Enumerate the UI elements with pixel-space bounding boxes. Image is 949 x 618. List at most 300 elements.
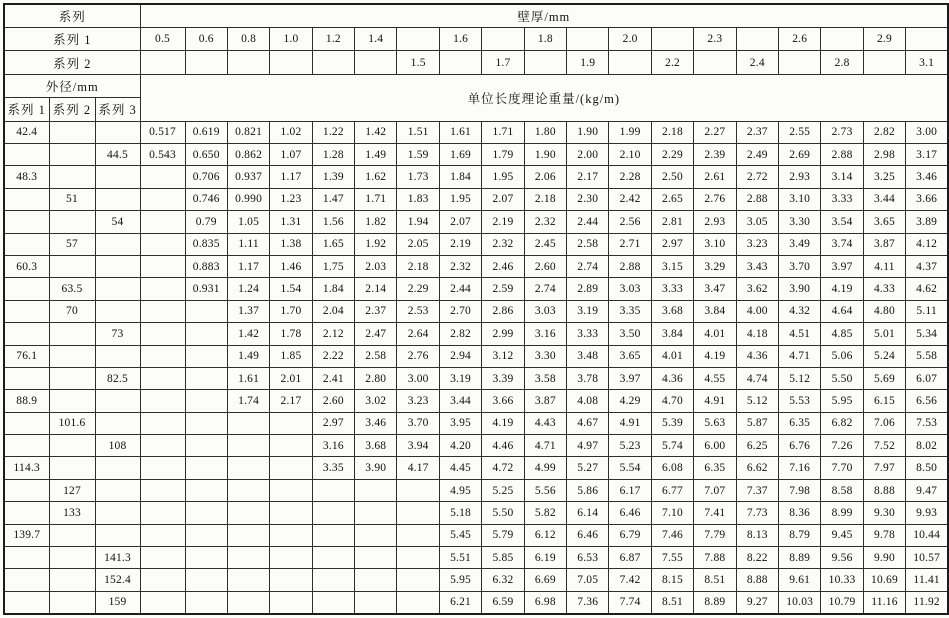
weight-cell: 1.42 bbox=[227, 323, 269, 345]
weight-cell: 11.16 bbox=[863, 591, 905, 614]
weight-cell: 1.71 bbox=[355, 188, 397, 210]
table-row bbox=[4, 591, 948, 614]
weight-cell bbox=[140, 166, 185, 188]
weight-cell: 2.56 bbox=[609, 211, 651, 233]
weight-cell: 4.45 bbox=[439, 457, 481, 479]
weight-cell: 4.11 bbox=[863, 255, 905, 277]
weight-cell bbox=[185, 547, 227, 569]
weight-cell: 2.47 bbox=[355, 323, 397, 345]
weight-cell: 2.86 bbox=[482, 300, 524, 322]
weight-cell: 2.94 bbox=[439, 345, 481, 367]
weight-cell bbox=[227, 479, 269, 501]
weight-cell: 8.89 bbox=[694, 591, 736, 614]
weight-cell: 4.20 bbox=[439, 435, 481, 457]
weight-cell: 1.82 bbox=[355, 211, 397, 233]
weight-cell: 0.517 bbox=[140, 121, 185, 143]
outer-diameter-cell bbox=[4, 412, 49, 434]
weight-cell bbox=[270, 502, 312, 524]
outer-diameter-cell bbox=[49, 345, 95, 367]
outer-diameter-cell bbox=[95, 479, 140, 501]
weight-cell: 6.62 bbox=[736, 457, 778, 479]
outer-diameter-cell bbox=[4, 479, 49, 501]
weight-cell: 1.31 bbox=[270, 211, 312, 233]
weight-cell: 7.42 bbox=[609, 569, 651, 591]
weight-cell: 7.73 bbox=[736, 502, 778, 524]
weight-cell: 6.07 bbox=[906, 367, 948, 389]
weight-cell: 2.18 bbox=[397, 255, 439, 277]
weight-cell: 7.55 bbox=[651, 547, 693, 569]
series2-thickness-cell: 2.2 bbox=[651, 51, 693, 74]
weight-cell bbox=[140, 323, 185, 345]
weight-cell: 2.01 bbox=[270, 367, 312, 389]
table-row bbox=[4, 121, 948, 143]
weight-cell: 2.76 bbox=[694, 188, 736, 210]
weight-cell: 3.14 bbox=[821, 166, 863, 188]
weight-cell: 1.49 bbox=[227, 345, 269, 367]
weight-cell: 6.35 bbox=[778, 412, 820, 434]
outer-diameter-cell: 152.4 bbox=[95, 569, 140, 591]
outer-diameter-cell bbox=[49, 591, 95, 614]
weight-cell: 0.746 bbox=[185, 188, 227, 210]
weight-cell: 4.46 bbox=[482, 435, 524, 457]
series1-thickness-cell bbox=[397, 27, 439, 50]
table-row bbox=[4, 569, 948, 591]
weight-cell: 4.32 bbox=[778, 300, 820, 322]
weight-cell: 6.32 bbox=[482, 569, 524, 591]
weight-cell bbox=[355, 502, 397, 524]
outer-diameter-cell bbox=[4, 188, 49, 210]
weight-cell: 2.81 bbox=[651, 211, 693, 233]
weight-cell: 8.51 bbox=[694, 569, 736, 591]
weight-cell: 2.29 bbox=[651, 144, 693, 166]
weight-cell bbox=[185, 591, 227, 614]
weight-cell: 3.30 bbox=[778, 211, 820, 233]
weight-cell: 5.34 bbox=[906, 323, 948, 345]
weight-cell bbox=[140, 188, 185, 210]
weight-cell: 7.97 bbox=[863, 457, 905, 479]
table-row bbox=[4, 300, 948, 322]
weight-cell bbox=[397, 547, 439, 569]
table-row bbox=[4, 502, 948, 524]
weight-cell: 1.92 bbox=[355, 233, 397, 255]
weight-cell: 2.55 bbox=[778, 121, 820, 143]
weight-cell: 6.59 bbox=[482, 591, 524, 614]
weight-cell: 2.89 bbox=[567, 278, 609, 300]
outer-diameter-cell bbox=[95, 300, 140, 322]
weight-cell: 2.45 bbox=[524, 233, 566, 255]
weight-cell: 1.56 bbox=[312, 211, 354, 233]
weight-cell: 5.25 bbox=[482, 479, 524, 501]
outer-diameter-cell: 48.3 bbox=[4, 166, 49, 188]
weight-cell: 8.79 bbox=[778, 524, 820, 546]
weight-cell: 3.33 bbox=[821, 188, 863, 210]
weight-cell bbox=[355, 591, 397, 614]
weight-cell: 4.19 bbox=[694, 345, 736, 367]
weight-cell: 5.27 bbox=[567, 457, 609, 479]
weight-cell: 3.05 bbox=[736, 211, 778, 233]
weight-cell bbox=[227, 547, 269, 569]
outer-diameter-cell bbox=[49, 524, 95, 546]
series1-thickness-cell: 0.8 bbox=[227, 27, 269, 50]
series1-thickness-cell bbox=[482, 27, 524, 50]
weight-cell bbox=[227, 412, 269, 434]
outer-diameter-cell bbox=[49, 547, 95, 569]
weight-cell: 0.706 bbox=[185, 166, 227, 188]
series1-row-label: 系列 1 bbox=[4, 27, 140, 50]
weight-cell: 1.05 bbox=[227, 211, 269, 233]
weight-cell: 2.61 bbox=[694, 166, 736, 188]
weight-cell: 1.42 bbox=[355, 121, 397, 143]
weight-cell: 3.16 bbox=[524, 323, 566, 345]
weight-cell: 7.16 bbox=[778, 457, 820, 479]
weight-cell: 0.619 bbox=[185, 121, 227, 143]
weight-cell bbox=[140, 300, 185, 322]
weight-cell: 6.87 bbox=[609, 547, 651, 569]
weight-cell bbox=[140, 457, 185, 479]
weight-cell bbox=[397, 502, 439, 524]
weight-cell: 3.30 bbox=[524, 345, 566, 367]
weight-cell: 2.58 bbox=[355, 345, 397, 367]
outer-diameter-cell: 141.3 bbox=[95, 547, 140, 569]
weight-cell: 3.66 bbox=[482, 390, 524, 412]
series1-thickness-cell bbox=[821, 27, 863, 50]
weight-cell: 1.23 bbox=[270, 188, 312, 210]
outer-diameter-cell bbox=[49, 390, 95, 412]
weight-cell bbox=[270, 547, 312, 569]
outer-diameter-cell bbox=[49, 323, 95, 345]
weight-cell: 3.44 bbox=[863, 188, 905, 210]
series2-thickness-cell bbox=[355, 51, 397, 74]
table-row bbox=[4, 188, 948, 210]
weight-cell: 1.70 bbox=[270, 300, 312, 322]
table-row bbox=[4, 524, 948, 546]
weight-cell: 3.29 bbox=[694, 255, 736, 277]
weight-cell: 4.29 bbox=[609, 390, 651, 412]
series1-thickness-cell: 2.0 bbox=[609, 27, 651, 50]
weight-cell: 5.50 bbox=[482, 502, 524, 524]
weight-cell: 2.88 bbox=[821, 144, 863, 166]
outer-diameter-cell: 51 bbox=[49, 188, 95, 210]
weight-cell bbox=[185, 569, 227, 591]
weight-cell: 4.43 bbox=[524, 412, 566, 434]
weight-cell: 5.54 bbox=[609, 457, 651, 479]
outer-diameter-cell: 70 bbox=[49, 300, 95, 322]
weight-cell: 9.90 bbox=[863, 547, 905, 569]
series2-thickness-cell bbox=[270, 51, 312, 74]
weight-cell: 2.05 bbox=[397, 233, 439, 255]
weight-cell: 0.79 bbox=[185, 211, 227, 233]
weight-cell bbox=[185, 367, 227, 389]
weight-cell: 2.60 bbox=[524, 255, 566, 277]
weight-cell: 3.68 bbox=[651, 300, 693, 322]
weight-cell: 6.46 bbox=[609, 502, 651, 524]
weight-cell: 1.47 bbox=[312, 188, 354, 210]
series2-thickness-cell: 1.7 bbox=[482, 51, 524, 74]
weight-cell: 3.16 bbox=[312, 435, 354, 457]
weight-cell: 5.06 bbox=[821, 345, 863, 367]
header-row-outer-diameter bbox=[4, 74, 948, 97]
weight-cell: 3.03 bbox=[524, 300, 566, 322]
wall-thickness-header: 壁厚/mm bbox=[140, 4, 948, 27]
weight-cell: 2.27 bbox=[694, 121, 736, 143]
weight-cell: 7.05 bbox=[567, 569, 609, 591]
weight-cell bbox=[227, 524, 269, 546]
weight-cell bbox=[140, 591, 185, 614]
weight-cell: 2.93 bbox=[694, 211, 736, 233]
weight-cell: 2.70 bbox=[439, 300, 481, 322]
weight-cell: 5.58 bbox=[906, 345, 948, 367]
weight-cell: 2.39 bbox=[694, 144, 736, 166]
outer-diameter-label: 外径/mm bbox=[4, 74, 140, 97]
weight-cell: 3.95 bbox=[439, 412, 481, 434]
weight-cell: 4.01 bbox=[651, 345, 693, 367]
weight-cell: 8.99 bbox=[821, 502, 863, 524]
weight-cell: 4.12 bbox=[906, 233, 948, 255]
weight-cell: 2.99 bbox=[482, 323, 524, 345]
series2-thickness-cell: 1.9 bbox=[567, 51, 609, 74]
weight-cell: 7.46 bbox=[651, 524, 693, 546]
outer-diameter-cell: 159 bbox=[95, 591, 140, 614]
table-row bbox=[4, 144, 948, 166]
weight-cell: 3.10 bbox=[694, 233, 736, 255]
weight-cell: 1.75 bbox=[312, 255, 354, 277]
outer-diameter-cell bbox=[49, 367, 95, 389]
weight-cell: 0.650 bbox=[185, 144, 227, 166]
weight-cell: 2.97 bbox=[312, 412, 354, 434]
table-row bbox=[4, 323, 948, 345]
outer-diameter-cell bbox=[49, 121, 95, 143]
weight-cell: 1.74 bbox=[227, 390, 269, 412]
unit-weight-label: 单位长度理论重量/(kg/m) bbox=[140, 74, 948, 121]
weight-cell bbox=[355, 524, 397, 546]
weight-cell: 1.84 bbox=[312, 278, 354, 300]
weight-cell: 4.91 bbox=[609, 412, 651, 434]
series2-thickness-cell bbox=[863, 51, 905, 74]
weight-cell bbox=[227, 435, 269, 457]
weight-cell: 2.41 bbox=[312, 367, 354, 389]
table-row bbox=[4, 345, 948, 367]
weight-cell: 1.07 bbox=[270, 144, 312, 166]
weight-cell: 5.12 bbox=[736, 390, 778, 412]
weight-cell bbox=[270, 591, 312, 614]
outer-diameter-cell: 42.4 bbox=[4, 121, 49, 143]
series1-thickness-cell bbox=[567, 27, 609, 50]
weight-cell: 2.93 bbox=[778, 166, 820, 188]
weight-cell: 0.543 bbox=[140, 144, 185, 166]
weight-cell: 4.62 bbox=[906, 278, 948, 300]
weight-cell: 1.02 bbox=[270, 121, 312, 143]
weight-cell: 1.95 bbox=[482, 166, 524, 188]
weight-cell: 3.62 bbox=[736, 278, 778, 300]
weight-cell: 9.78 bbox=[863, 524, 905, 546]
weight-cell: 3.17 bbox=[906, 144, 948, 166]
weight-cell bbox=[140, 479, 185, 501]
weight-cell: 6.77 bbox=[651, 479, 693, 501]
weight-cell: 4.33 bbox=[863, 278, 905, 300]
table-row bbox=[4, 547, 948, 569]
weight-cell: 2.80 bbox=[355, 367, 397, 389]
outer-diameter-cell bbox=[49, 144, 95, 166]
weight-cell: 5.85 bbox=[482, 547, 524, 569]
weight-cell: 3.35 bbox=[609, 300, 651, 322]
weight-cell: 11.41 bbox=[906, 569, 948, 591]
weight-cell: 7.88 bbox=[694, 547, 736, 569]
weight-cell: 7.10 bbox=[651, 502, 693, 524]
weight-cell: 10.44 bbox=[906, 524, 948, 546]
weight-cell: 4.85 bbox=[821, 323, 863, 345]
series2-thickness-cell bbox=[694, 51, 736, 74]
weight-cell: 10.03 bbox=[778, 591, 820, 614]
weight-cell: 6.14 bbox=[567, 502, 609, 524]
table-row bbox=[4, 479, 948, 501]
weight-cell: 9.30 bbox=[863, 502, 905, 524]
weight-cell: 3.44 bbox=[439, 390, 481, 412]
weight-cell: 2.50 bbox=[651, 166, 693, 188]
weight-cell: 7.41 bbox=[694, 502, 736, 524]
weight-cell: 3.39 bbox=[482, 367, 524, 389]
weight-cell bbox=[185, 323, 227, 345]
outer-diameter-cell: 44.5 bbox=[95, 144, 140, 166]
weight-cell bbox=[227, 502, 269, 524]
weight-cell: 10.69 bbox=[863, 569, 905, 591]
weight-cell: 6.56 bbox=[906, 390, 948, 412]
weight-cell: 9.93 bbox=[906, 502, 948, 524]
weight-cell: 4.18 bbox=[736, 323, 778, 345]
weight-cell: 2.97 bbox=[651, 233, 693, 255]
weight-cell: 7.37 bbox=[736, 479, 778, 501]
weight-cell: 2.19 bbox=[482, 211, 524, 233]
weight-cell: 3.87 bbox=[524, 390, 566, 412]
series2-row-label: 系列 2 bbox=[4, 51, 140, 74]
outer-diameter-cell bbox=[4, 300, 49, 322]
table-row bbox=[4, 255, 948, 277]
weight-cell: 3.46 bbox=[906, 166, 948, 188]
weight-cell: 4.37 bbox=[906, 255, 948, 277]
weight-cell bbox=[140, 233, 185, 255]
weight-cell: 3.00 bbox=[906, 121, 948, 143]
header-row-series bbox=[4, 4, 948, 27]
series2-thickness-cell: 3.1 bbox=[906, 51, 948, 74]
weight-cell: 1.17 bbox=[270, 166, 312, 188]
weight-cell: 8.13 bbox=[736, 524, 778, 546]
weight-cell: 2.30 bbox=[567, 188, 609, 210]
weight-cell: 7.53 bbox=[906, 412, 948, 434]
weight-cell: 3.84 bbox=[694, 300, 736, 322]
weight-cell: 4.71 bbox=[778, 345, 820, 367]
weight-cell: 1.94 bbox=[397, 211, 439, 233]
weight-cell: 1.80 bbox=[524, 121, 566, 143]
weight-cell: 2.88 bbox=[609, 255, 651, 277]
weight-cell: 2.82 bbox=[863, 121, 905, 143]
weight-cell: 0.990 bbox=[227, 188, 269, 210]
weight-cell bbox=[140, 390, 185, 412]
weight-cell: 3.23 bbox=[397, 390, 439, 412]
weight-cell: 2.14 bbox=[355, 278, 397, 300]
weight-cell: 6.19 bbox=[524, 547, 566, 569]
weight-cell: 5.86 bbox=[567, 479, 609, 501]
weight-cell bbox=[185, 390, 227, 412]
weight-cell: 9.47 bbox=[906, 479, 948, 501]
weight-cell bbox=[185, 435, 227, 457]
weight-cell: 3.78 bbox=[567, 367, 609, 389]
series2-thickness-cell bbox=[227, 51, 269, 74]
weight-cell: 8.88 bbox=[736, 569, 778, 591]
weight-cell: 2.37 bbox=[355, 300, 397, 322]
weight-cell: 5.74 bbox=[651, 435, 693, 457]
weight-cell: 1.24 bbox=[227, 278, 269, 300]
weight-cell: 2.10 bbox=[609, 144, 651, 166]
weight-cell bbox=[270, 569, 312, 591]
weight-cell: 1.78 bbox=[270, 323, 312, 345]
weight-cell: 4.36 bbox=[651, 367, 693, 389]
outer-diameter-cell bbox=[95, 233, 140, 255]
weight-cell: 8.89 bbox=[778, 547, 820, 569]
outer-diameter-cell bbox=[4, 367, 49, 389]
weight-cell: 6.79 bbox=[609, 524, 651, 546]
series1-thickness-cell: 2.9 bbox=[863, 27, 905, 50]
weight-cell bbox=[185, 345, 227, 367]
weight-cell: 2.07 bbox=[482, 188, 524, 210]
weight-cell: 3.65 bbox=[609, 345, 651, 367]
weight-cell: 4.00 bbox=[736, 300, 778, 322]
outer-diameter-cell bbox=[49, 255, 95, 277]
weight-cell: 4.99 bbox=[524, 457, 566, 479]
weight-cell: 5.23 bbox=[609, 435, 651, 457]
weight-cell bbox=[312, 591, 354, 614]
weight-cell: 2.00 bbox=[567, 144, 609, 166]
outer-diameter-cell bbox=[95, 457, 140, 479]
weight-cell: 5.63 bbox=[694, 412, 736, 434]
table-row bbox=[4, 390, 948, 412]
weight-cell: 5.79 bbox=[482, 524, 524, 546]
outer-diameter-cell bbox=[95, 390, 140, 412]
weight-cell: 3.35 bbox=[312, 457, 354, 479]
weight-cell: 3.87 bbox=[863, 233, 905, 255]
series2-thickness-cell bbox=[778, 51, 820, 74]
weight-cell: 5.56 bbox=[524, 479, 566, 501]
weight-cell bbox=[185, 502, 227, 524]
outer-diameter-cell bbox=[4, 323, 49, 345]
weight-cell: 2.76 bbox=[397, 345, 439, 367]
weight-cell bbox=[397, 591, 439, 614]
outer-diameter-cell: 82.5 bbox=[95, 367, 140, 389]
outer-diameter-cell bbox=[4, 591, 49, 614]
weight-cell: 5.53 bbox=[778, 390, 820, 412]
series2-thickness-cell: 2.8 bbox=[821, 51, 863, 74]
weight-cell: 8.50 bbox=[906, 457, 948, 479]
table-row bbox=[4, 457, 948, 479]
od-series-sub-header: 系列 2 bbox=[49, 98, 95, 121]
weight-cell: 1.28 bbox=[312, 144, 354, 166]
weight-cell: 8.02 bbox=[906, 435, 948, 457]
weight-cell: 3.47 bbox=[694, 278, 736, 300]
weight-cell: 1.90 bbox=[567, 121, 609, 143]
series2-thickness-cell: 2.4 bbox=[736, 51, 778, 74]
weight-cell: 3.19 bbox=[567, 300, 609, 322]
weight-cell: 4.71 bbox=[524, 435, 566, 457]
weight-cell: 2.17 bbox=[270, 390, 312, 412]
weight-cell: 8.51 bbox=[651, 591, 693, 614]
weight-cell: 5.95 bbox=[439, 569, 481, 591]
weight-cell: 3.68 bbox=[355, 435, 397, 457]
weight-cell: 7.26 bbox=[821, 435, 863, 457]
series2-thickness-cell bbox=[185, 51, 227, 74]
weight-cell: 3.84 bbox=[651, 323, 693, 345]
weight-cell bbox=[185, 300, 227, 322]
weight-cell: 2.88 bbox=[736, 188, 778, 210]
weight-cell: 0.883 bbox=[185, 255, 227, 277]
weight-cell: 6.82 bbox=[821, 412, 863, 434]
